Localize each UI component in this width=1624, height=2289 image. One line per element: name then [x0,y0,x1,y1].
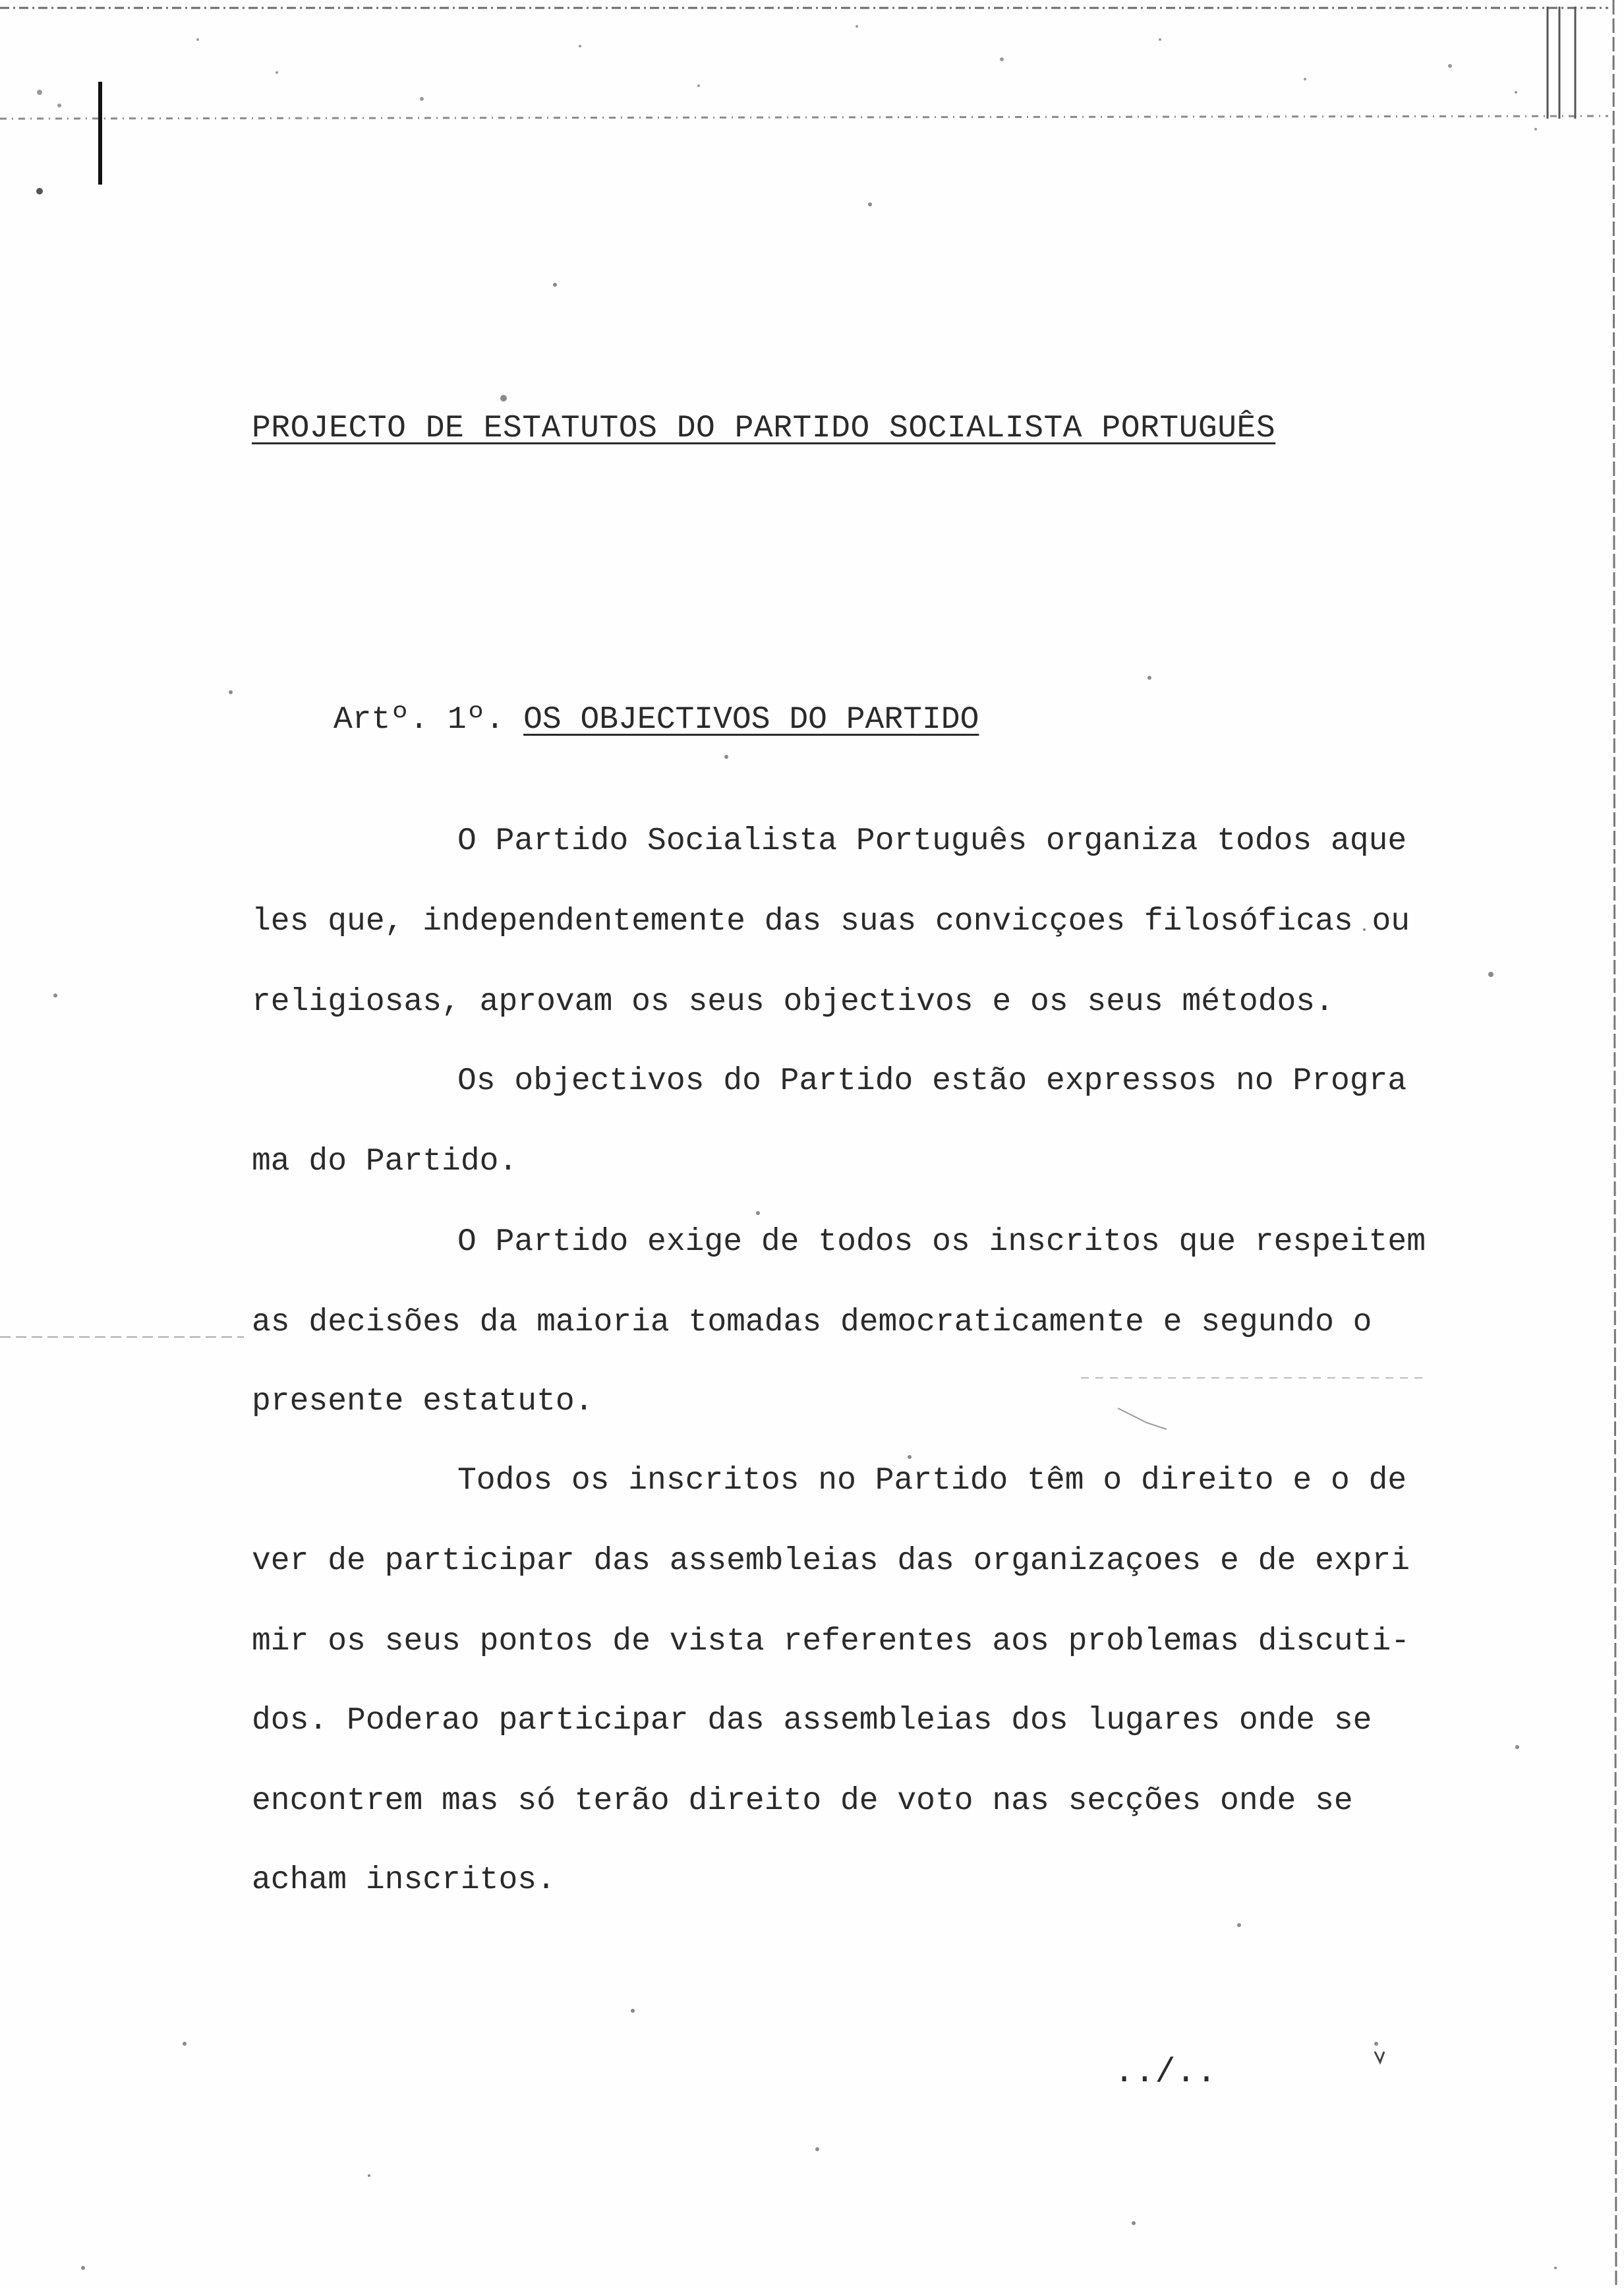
body-line: presente estatuto. [252,1384,594,1419]
header-noise [37,25,1537,131]
body-line: Todos os inscritos no Partido têm o direito e o de [457,1463,1407,1499]
body-line: ma do Partido. [252,1144,518,1179]
body-line: O Partido Socialista Português organiza todos aque [457,823,1407,859]
continuation-mark: ../.. [1114,2053,1217,2092]
body-line: les que, independentemente das suas convicçoes filosóficas ou [252,904,1410,939]
header-rule-bottom [0,116,1608,119]
right-page-edge [1613,0,1616,2289]
body-line: as decisões da maioria tomadas democraticamente e segundo o [252,1305,1372,1340]
article-heading [334,704,979,736]
body-line: Os objectivos do Partido estão expressos no Progra [457,1063,1407,1099]
article-title: OS OBJECTIVOS DO PARTIDO [523,702,979,738]
body-line: acham inscritos. [252,1862,556,1898]
body-line: O Partido exige de todos os inscritos que respeitem [457,1224,1426,1260]
article-number: Artº. 1º. [334,702,505,738]
body-line: mir os seus pontos de vista referentes aos problemas discuti- [252,1624,1410,1659]
body-line: dos. Poderao participar das assembleias dos lugares onde se [252,1703,1372,1739]
body-line: encontrem mas só terão direito de voto nas secções onde se [252,1783,1353,1819]
document-title: PROJECTO DE ESTATUTOS DO PARTIDO SOCIALISTA PORTUGUÊS [252,411,1276,446]
body-line: ver de participar das assembleias das organizaçoes e de expri [252,1543,1410,1579]
body-line: religiosas, aprovam os seus objectivos e os seus métodos. [252,984,1334,1020]
